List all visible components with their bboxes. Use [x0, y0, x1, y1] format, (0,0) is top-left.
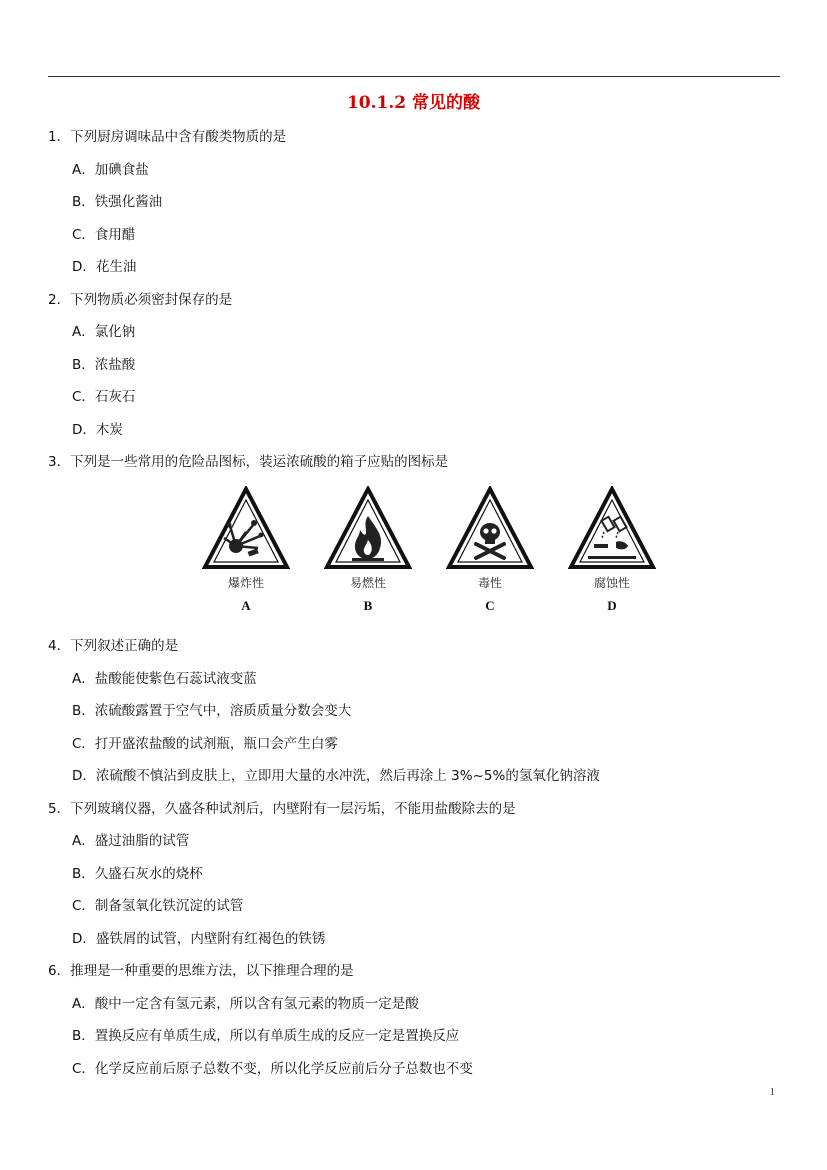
- option-text: B．浓硫酸露置于空气中，溶质质量分数会变大: [72, 703, 352, 719]
- option-text: B．置换反应有单质生成，所以有单质生成的反应一定是置换反应: [72, 1028, 460, 1044]
- hazard-sign-label: 易燃性: [349, 576, 386, 590]
- question-stem: 6．推理是一种重要的思维方法，以下推理合理的是: [48, 963, 354, 979]
- corrosive-icon: [568, 486, 656, 570]
- hazard-sign-letter: C: [485, 598, 495, 613]
- option-text: D．盛铁屑的试管，内壁附有红褐色的铁锈: [72, 931, 326, 947]
- question-stem: 4．下列叙述正确的是: [48, 638, 179, 654]
- flammable-icon: [324, 486, 412, 570]
- option-text: A．盛过油脂的试管: [72, 833, 190, 849]
- page-number: 1: [769, 1086, 775, 1098]
- option-text: A．氯化钠: [72, 324, 136, 340]
- hazard-sign-label: 爆炸性: [227, 576, 264, 590]
- page-title: 10.1.2 常见的酸: [346, 93, 481, 113]
- option-text: B．浓盐酸: [72, 357, 136, 373]
- option-text: C．化学反应前后原子总数不变，所以化学反应前后分子总数也不变: [72, 1061, 473, 1077]
- question-stem: 5．下列玻璃仪器，久盛各种试剂后，内壁附有一层污垢，不能用盐酸除去的是: [48, 801, 516, 817]
- option-text: B．久盛石灰水的烧杯: [72, 866, 203, 882]
- option-text: D．花生油: [72, 259, 137, 275]
- header-rule: [48, 76, 780, 77]
- hazard-sign-label: 毒性: [477, 576, 502, 590]
- option-text: C．食用醋: [72, 227, 136, 243]
- option-text: C．石灰石: [72, 389, 136, 405]
- option-text: D．木炭: [72, 422, 123, 438]
- toxic-icon: [446, 486, 534, 570]
- option-text: B．铁强化酱油: [72, 194, 163, 210]
- explosive-icon: [202, 486, 290, 570]
- option-text: D．浓硫酸不慎沾到皮肤上，立即用大量的水冲洗，然后再涂上 3%~5%的氢氧化钠溶液: [72, 768, 600, 784]
- question-stem: 3．下列是一些常用的危险品图标，装运浓硫酸的箱子应贴的图标是: [48, 454, 449, 470]
- option-text: C．打开盛浓盐酸的试剂瓶，瓶口会产生白雾: [72, 736, 338, 752]
- hazard-signs-figure: [196, 486, 666, 616]
- question-stem: 1．下列厨房调味品中含有酸类物质的是: [48, 129, 287, 145]
- hazard-sign-b: [318, 486, 418, 616]
- option-text: C．制备氢氧化铁沉淀的试管: [72, 898, 244, 914]
- hazard-sign-c: [440, 486, 540, 616]
- question-stem: 2．下列物质必须密封保存的是: [48, 292, 233, 308]
- hazard-sign-d: [562, 486, 662, 616]
- hazard-sign-letter: D: [607, 598, 617, 613]
- hazard-sign-letter: A: [241, 598, 251, 613]
- option-text: A．盐酸能使紫色石蕊试液变蓝: [72, 671, 257, 687]
- hazard-sign-letter: B: [363, 598, 373, 613]
- hazard-sign-label: 腐蚀性: [593, 576, 630, 590]
- option-text: A．加碘食盐: [72, 162, 149, 178]
- option-text: A．酸中一定含有氢元素，所以含有氢元素的物质一定是酸: [72, 996, 419, 1012]
- hazard-sign-a: [196, 486, 296, 616]
